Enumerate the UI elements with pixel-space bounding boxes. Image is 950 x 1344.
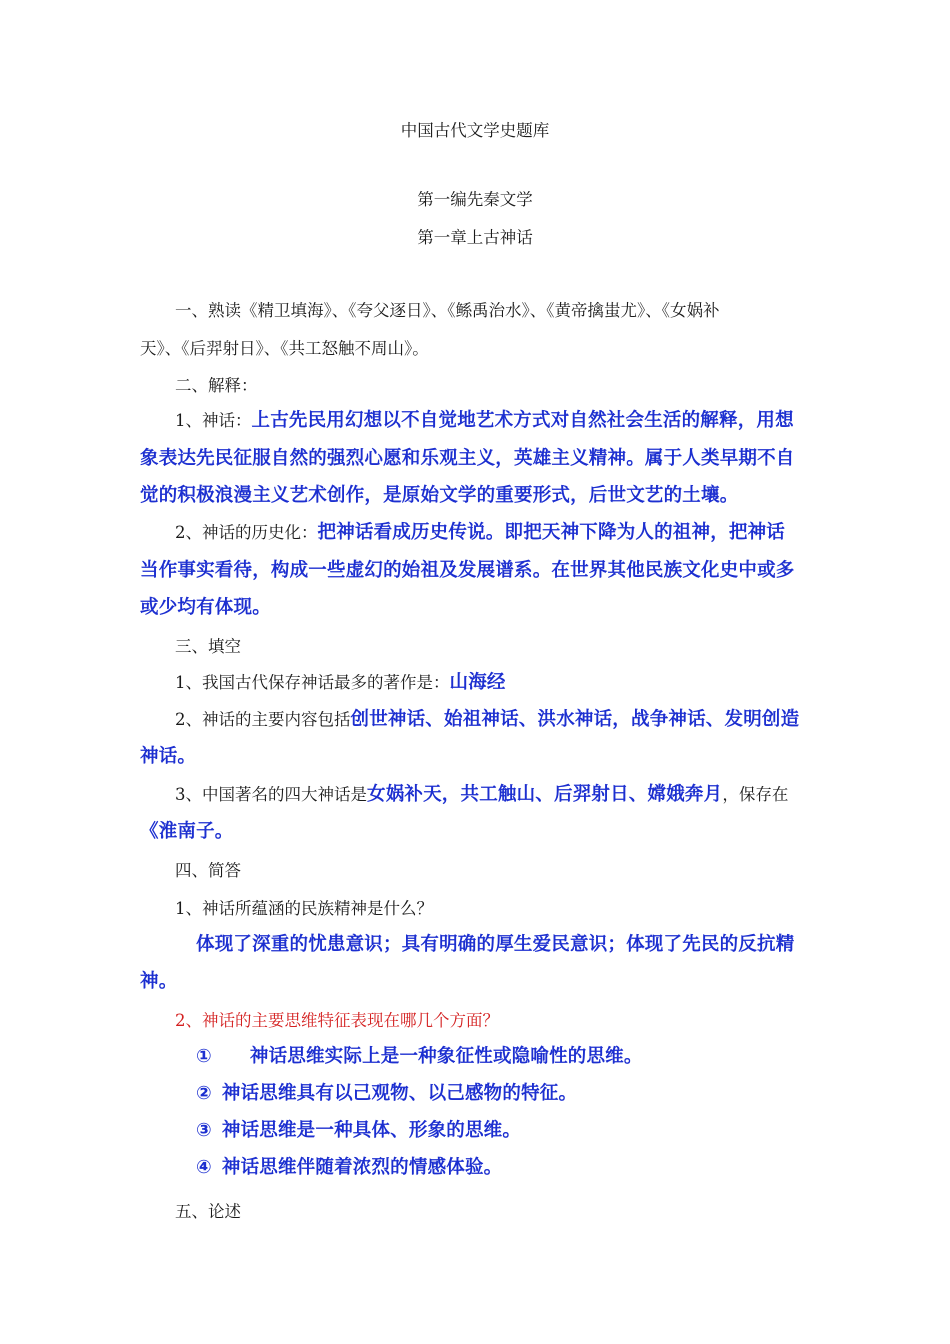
definition-historicization — [175, 518, 785, 544]
short-answer-1-answer-2: 神。 — [140, 971, 178, 992]
fill-blank-2 — [175, 705, 799, 731]
definition-myth-label: 1、神话： — [175, 411, 252, 430]
section-2-heading: 二、解释： — [175, 376, 258, 395]
fill-blank-3-answer-2: 《淮南子。 — [140, 821, 234, 842]
section-5-heading: 五、论述 — [175, 1202, 241, 1221]
definition-myth-answer-1: 上古先民用幻想以不自觉地艺术方式对自然社会生活的解释，用想 — [251, 410, 794, 431]
definition-myth-answer-2: 象表达先民征服自然的强烈心愿和乐观主义，英雄主义精神。属于人类早期不自 — [140, 448, 795, 469]
point-1 — [196, 1042, 643, 1068]
section-4-heading: 四、简答 — [175, 861, 241, 880]
fill-blank-3-answer-1: 女娲补天，共工触山、后羿射日、嫦娥奔月 — [367, 784, 723, 805]
fill-blank-3 — [175, 780, 788, 806]
fill-blank-3-tail: ，保存在 — [722, 785, 789, 804]
point-3 — [196, 1116, 521, 1142]
short-answer-1-question: 1、神话所蕴涵的民族精神是什么？ — [175, 899, 433, 918]
section-1-line-1: 一、熟读《精卫填海》、《夸父逐日》、《鲧禹治水》、《黄帝擒蚩尤》、《女娲补 — [175, 301, 720, 320]
point-4-number: ④ — [196, 1157, 212, 1178]
fill-blank-1-question: 1、我国古代保存神话最多的著作是： — [175, 673, 450, 692]
fill-blank-2-answer-1: 创世神话、始祖神话、洪水神话，战争神话、发明创造 — [350, 709, 800, 730]
definition-historicization-label: 2、神话的历史化： — [175, 523, 318, 542]
definition-myth — [175, 406, 794, 432]
point-2-number: ② — [196, 1083, 212, 1104]
point-3-number: ③ — [196, 1120, 212, 1141]
definition-historicization-answer-3: 或少均有体现。 — [140, 597, 271, 618]
point-1-number: ① — [196, 1046, 212, 1067]
part-heading: 第一编先秦文学 — [417, 190, 533, 209]
point-2-text: 神话思维具有以己观物、以己感物的特征。 — [221, 1083, 578, 1104]
point-1-text: 神话思维实际上是一种象征性或隐喻性的思维。 — [249, 1046, 643, 1067]
point-2 — [196, 1079, 577, 1105]
fill-blank-1-answer: 山海经 — [449, 672, 506, 693]
fill-blank-2-answer-2: 神话。 — [140, 746, 197, 767]
point-4-text: 神话思维伴随着浓烈的情感体验。 — [221, 1157, 503, 1178]
point-3-text: 神话思维是一种具体、形象的思维。 — [221, 1120, 522, 1141]
fill-blank-2-question: 2、神话的主要内容包括 — [175, 710, 351, 729]
chapter-heading: 第一章上古神话 — [417, 228, 533, 247]
short-answer-2-question: 2、神话的主要思维特征表现在哪几个方面？ — [175, 1011, 499, 1030]
point-4 — [196, 1153, 502, 1179]
definition-historicization-answer-2: 当作事实看待，构成一些虚幻的始祖及发展谱系。在世界其他民族文化史中或多 — [140, 560, 795, 581]
definition-myth-answer-3: 觉的积极浪漫主义艺术创作，是原始文学的重要形式，后世文艺的土壤。 — [140, 485, 739, 506]
document-title: 中国古代文学史题库 — [400, 121, 550, 140]
fill-blank-1 — [175, 668, 506, 694]
definition-historicization-answer-1: 把神话看成历史传说。即把天神下降为人的祖神，把神话 — [317, 522, 786, 543]
section-3-heading: 三、填空 — [175, 637, 241, 656]
fill-blank-3-question: 3、中国著名的四大神话是 — [175, 785, 367, 804]
short-answer-1-answer-1: 体现了深重的忧患意识；具有明确的厚生爱民意识；体现了先民的反抗精 — [196, 934, 795, 955]
section-1-line-2: 天》、《后羿射日》、《共工怒触不周山》。 — [140, 339, 429, 358]
